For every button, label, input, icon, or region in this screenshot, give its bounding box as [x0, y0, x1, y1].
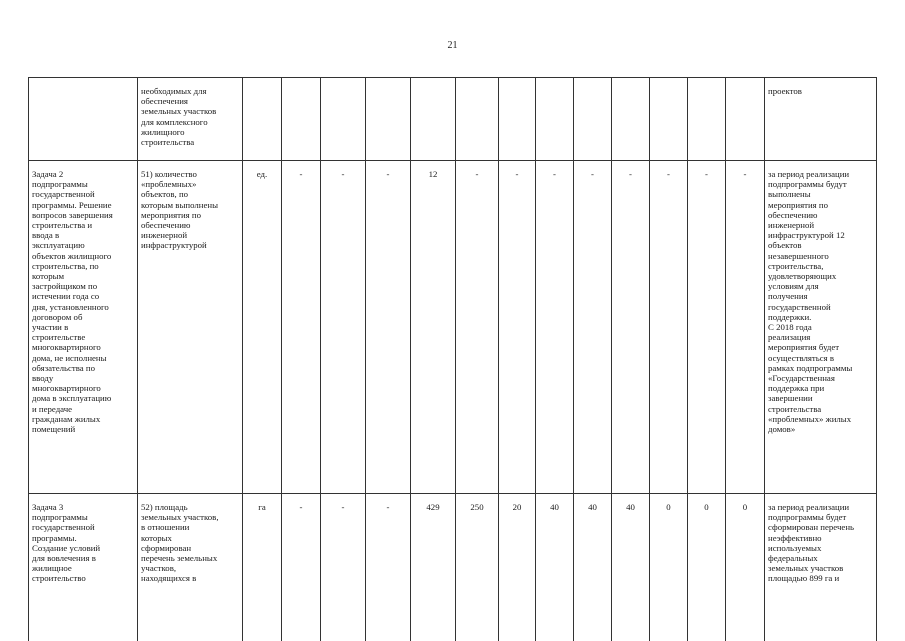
indicators-table — [28, 77, 877, 641]
value-cell: 40 — [612, 494, 650, 641]
value-cell — [612, 78, 650, 161]
indicator-cell: необходимых для обеспечения земельных участков для комплексного жилищного строительства — [138, 78, 243, 161]
indicator-cell: 51) количество «проблемных» объектов, по которым выполнены мероприятия по обеспечению инженерной инфраструктурой — [138, 161, 243, 494]
value-cell — [366, 78, 411, 161]
value-cell: - — [612, 161, 650, 494]
unit-cell — [243, 78, 282, 161]
value-cell — [726, 78, 765, 161]
value-cell: - — [726, 161, 765, 494]
value-cell: 40 — [574, 494, 612, 641]
note-cell: за период реализации подпрограммы будут выполнены мероприятия по обеспечению инженерной инфраструктурой 12 объектов незавершенного строительства, удовлетворяющих условиям для получения государственной поддержки. С 2018 года реализация мероприятия будет осуществляться в рамках подпрограммы «Государственная поддержка при завершении строительства «проблемных» жилых домов» — [765, 161, 877, 494]
value-cell — [282, 78, 321, 161]
value-cell — [321, 78, 366, 161]
value-cell: - — [574, 161, 612, 494]
note-cell: проектов — [765, 78, 877, 161]
value-cell: 20 — [499, 494, 536, 641]
note-cell: за период реализации подпрограммы будет сформирован перечень неэффективно используемых федеральных земельных участков площадью 899 га и — [765, 494, 877, 641]
value-cell: - — [536, 161, 574, 494]
value-cell: - — [456, 161, 499, 494]
value-cell: 250 — [456, 494, 499, 641]
value-cell: - — [282, 494, 321, 641]
value-cell: - — [366, 494, 411, 641]
value-cell — [574, 78, 612, 161]
task-cell: Задача 2 подпрограммы государственной программы. Решение вопросов завершения строительства и ввода в эксплуатацию объектов жилищного строительства, по которым застройщиком по истечении года со дня, установленного договором об участии в строительстве многоквартирного дома, не исполнены обязательства по вводу многоквартирного дома в эксплуатацию и передаче гражданам жилых помещений — [29, 161, 138, 494]
value-cell: 40 — [536, 494, 574, 641]
value-cell — [411, 78, 456, 161]
value-cell: - — [321, 494, 366, 641]
indicator-cell: 52) площадь земельных участков, в отношении которых сформирован перечень земельных участков, находящихся в — [138, 494, 243, 641]
value-cell: - — [688, 161, 726, 494]
value-cell — [536, 78, 574, 161]
value-cell: - — [321, 161, 366, 494]
value-cell: - — [650, 161, 688, 494]
task-cell — [29, 78, 138, 161]
table-row — [29, 161, 877, 494]
value-cell — [499, 78, 536, 161]
value-cell: 0 — [726, 494, 765, 641]
value-cell — [688, 78, 726, 161]
value-cell: 0 — [650, 494, 688, 641]
value-cell — [650, 78, 688, 161]
unit-cell: га — [243, 494, 282, 641]
value-cell: - — [282, 161, 321, 494]
value-cell: - — [499, 161, 536, 494]
value-cell — [456, 78, 499, 161]
value-cell: 429 — [411, 494, 456, 641]
unit-cell: ед. — [243, 161, 282, 494]
table-row — [29, 78, 877, 161]
value-cell: 12 — [411, 161, 456, 494]
value-cell: 0 — [688, 494, 726, 641]
table-row — [29, 494, 877, 641]
task-cell: Задача 3 подпрограммы государственной программы. Создание условий для вовлечения в жилищное строительство — [29, 494, 138, 641]
value-cell: - — [366, 161, 411, 494]
page-number: 21 — [447, 40, 458, 51]
